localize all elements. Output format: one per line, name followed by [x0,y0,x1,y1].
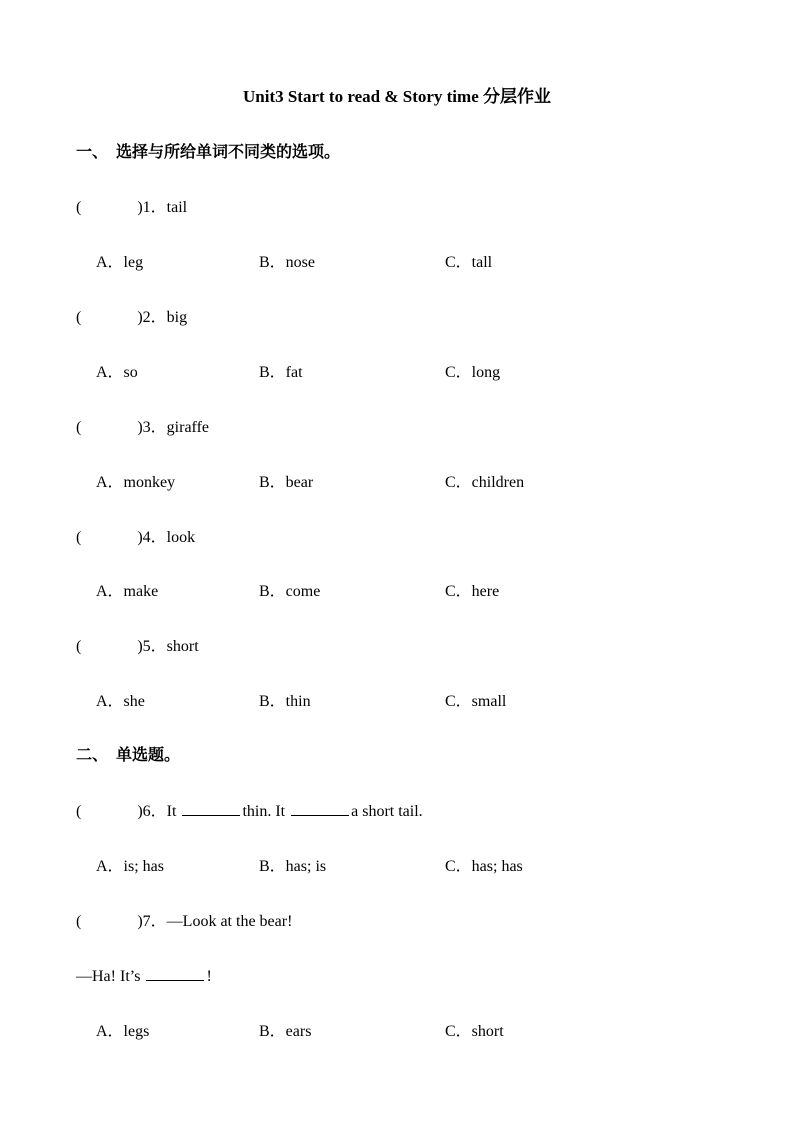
question-number: 3． [142,419,167,436]
option-a: A．she [96,693,145,710]
question-5 [76,636,199,658]
question-7 [76,911,292,933]
question-word: short [166,638,199,655]
section-instruction: 选择与所给单词不同类的选项。 [116,144,341,161]
question-3 [76,417,209,439]
options-3 [96,472,696,494]
question-2 [76,307,187,329]
option-a: A．is; has [96,858,165,875]
option-c: C．long [445,364,501,381]
question-number: 5． [142,638,167,655]
answer-paren-close: ) [137,913,143,930]
section-number: 一、 [76,144,109,161]
option-b: B．bear [259,474,314,491]
option-a: A．monkey [96,474,176,491]
fill-blank[interactable] [146,966,204,981]
answer-paren-close: ) [137,199,143,216]
option-c: C．here [445,583,500,600]
answer-paren-close: ) [137,309,143,326]
question-number: 7． [142,913,167,930]
option-a: A．leg [96,254,144,271]
response-text-pre: —Ha! It’s [76,968,141,985]
question-number: 1． [142,199,167,216]
answer-paren-close: ) [137,638,143,655]
section-instruction: 单选题。 [116,747,181,764]
section-number: 二、 [76,747,109,764]
option-b: B．fat [259,364,303,381]
option-c: C．children [445,474,525,491]
response-text-post: ! [206,968,212,985]
options-7 [96,1021,696,1043]
question-word: —Look at the bear! [166,913,293,930]
page-title: Unit3 Start to read & Story time 分层作业 [242,87,551,106]
question-text-part-2: thin. It [242,803,286,820]
question-7-response-line [76,966,212,988]
option-a: A．so [96,364,138,381]
option-b: B．thin [259,693,311,710]
question-word: big [166,309,188,326]
options-2 [96,362,696,384]
option-b: B．come [259,583,321,600]
question-text-part-1: It [166,803,177,820]
options-1 [96,252,696,274]
option-a: A．legs [96,1023,150,1040]
question-word: tail [166,199,188,216]
question-number: 2． [142,309,167,326]
answer-paren-open: ( [76,419,82,436]
answer-paren-close: ) [137,529,143,546]
answer-paren-open: ( [76,638,82,655]
option-b: B．nose [259,254,316,271]
answer-paren-close: ) [137,803,143,820]
answer-paren-open: ( [76,529,82,546]
option-a: A．make [96,583,159,600]
option-c: C．has; has [445,858,523,875]
option-c: C．tall [445,254,493,271]
fill-blank-2[interactable] [291,801,349,816]
answer-paren-close: ) [137,419,143,436]
section-heading-2 [76,745,180,767]
question-1 [76,197,187,219]
option-b: B．ears [259,1023,312,1040]
question-word: giraffe [166,419,210,436]
answer-paren-open: ( [76,309,82,326]
answer-paren-open: ( [76,199,82,216]
question-text-part-3: a short tail. [351,803,423,820]
option-b: B．has; is [259,858,327,875]
fill-blank-1[interactable] [182,801,240,816]
section-heading-1 [76,142,340,164]
question-number: 4． [142,529,167,546]
question-word: look [166,529,196,546]
option-c: C．short [445,1023,504,1040]
answer-paren-open: ( [76,803,82,820]
options-6 [96,856,696,878]
options-4 [96,581,696,603]
options-5 [96,691,696,713]
question-4 [76,527,195,549]
question-6 [76,801,423,823]
option-c: C．small [445,693,507,710]
answer-paren-open: ( [76,913,82,930]
question-number: 6． [142,803,167,820]
